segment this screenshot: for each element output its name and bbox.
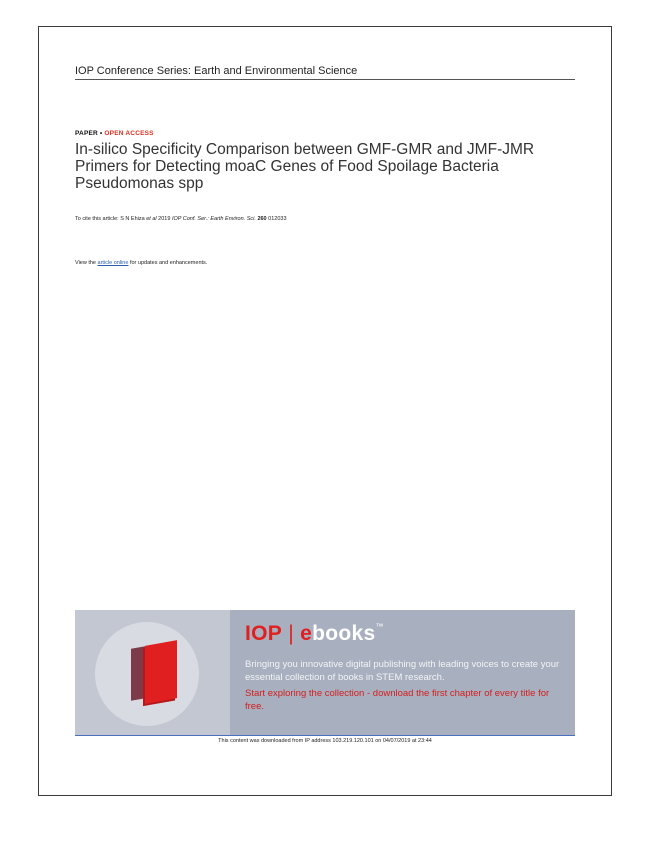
logo-trademark: ™ [375,622,384,631]
citation-etal: et al [146,216,157,222]
journal-name: IOP Conference Series: Earth and Environmental Science [75,65,358,77]
view-online-line [75,260,207,266]
paper-title: In-silico Specificity Comparison between GMF-GMR and JMF-JMR Primers for Detecting moaC Genes of Food Spoilage Bacteria Pseudomonas spp [75,141,535,192]
book-icon [145,640,177,704]
download-notice: This content was downloaded from IP address 103.219.120.101 on 04/07/2019 at 23:44 [218,738,432,744]
citation-prefix: To cite this article: S N Ehiza [75,216,147,222]
logo-e: e [300,622,313,645]
header-rule [75,79,575,80]
citation-article: 012033 [266,216,287,222]
document-page [38,26,612,796]
citation-line [75,216,287,222]
paper-type-label [75,130,154,137]
citation-journal: IOP Conf. Ser.: Earth Environ. Sci. [171,216,256,222]
banner-art-panel [75,610,230,735]
view-prefix: View the [75,260,98,266]
citation-year: 2019 [156,216,172,222]
citation-volume: 260 [257,216,267,222]
footer-rule [75,735,575,736]
view-suffix: for updates and enhancements. [128,260,208,266]
article-online-link[interactable]: article online [97,260,129,266]
banner-tagline: Bringing you innovative digital publishing with leading voices to create your essential collection of books in STEM research. [245,659,560,683]
banner-cta[interactable]: Start exploring the collection - download the first chapter of every title for free. [245,688,550,712]
iop-ebooks-banner[interactable] [75,610,575,735]
paper-label: PAPER [75,130,98,137]
iop-ebooks-logo [245,622,384,646]
logo-iop: IOP [245,622,283,645]
logo-books: books [312,622,376,645]
logo-separator: | [288,622,294,645]
label-separator: • [97,130,105,137]
open-access-badge: OPEN ACCESS [104,130,154,137]
